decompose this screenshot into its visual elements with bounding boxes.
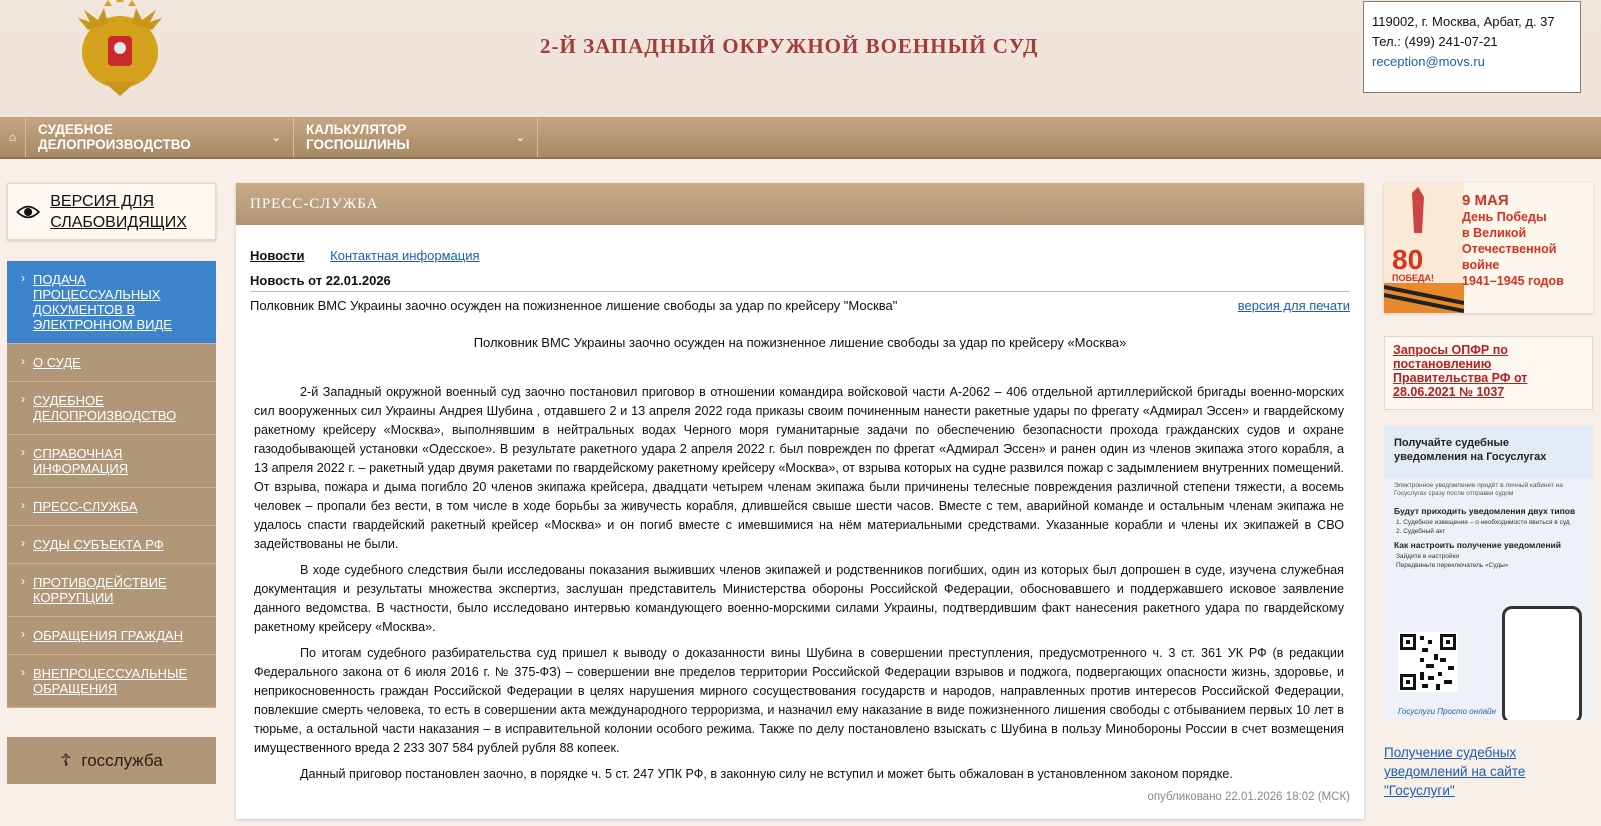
article-paragraph: 2-й Западный окружной военный суд заочно постановил приговор в отношении командира войсковой части А-2062 – 406 отдельной артиллерийской бригады военно-морских сил вооруженных сил Украины Андрея Шубина , отдавшего 2 и 13 апреля 2022 года приказы своим починенным нанести ракетные удары по фрегату «Адмирал Эссен» и гвардейскому ракетному крейсеру «Москва», выполнявшим в нейтральных водах Черного моря гуманитарные задачи по обеспечению безопасности прохода гражданских судов и охране газодобывающей установки «Одесское». В результате ракетного удара 2 апреля 2022 г. был поврежден по фрегат «Адмирал Эссен» и ранен один из членов экипажа этого корабля, а 13 апреля 2022 г. – ракетный удар двумя ракетами по гвардейскому ракетному крейсеру «Москва», от взрыва которых на судне развился пожар с задымлением внутренних помещений. От взрыва, пожара и дыма погибло 20 членов экипажа крейсера, двадцати четырем членам экипажа были причинены телесные повреждения различной степени тяжести, а восемь человек – пропали без вести, в том числе в ходе борьбы за живучесть корабля, длившейся свыше шести часов. Вместе с тем, аварийной команде и остальным членам экипажа не удалось спасти гвардейский ракетный крейсер «Москва» и он погиб вместе с имевшимися на нём материальными средствами. Указанные корабли и члены их экипажей в СВО задействованы не были. [254, 385, 1344, 551]
chevron-right-icon: › [21, 498, 25, 512]
sidebar-item-label: ПРЕСС-СЛУЖБА [33, 499, 138, 514]
sidebar-item-press[interactable] [7, 488, 216, 526]
main-nav [0, 117, 1601, 159]
eagle-icon: ☦ [60, 750, 72, 770]
victory-line: в Великой [1462, 226, 1527, 240]
sidebar-item-regional-courts[interactable] [7, 526, 216, 564]
court-title: 2-Й ЗАПАДНЫЙ ОКРУЖНОЙ ВОЕННЫЙ СУД [540, 34, 1039, 58]
gosu-heading: Как настроить получение уведомлений [1394, 540, 1561, 550]
sidebar-item-label: ОБРАЩЕНИЯ ГРАЖДАН [33, 628, 184, 643]
sidebar-item-label: ВНЕПРОЦЕССУАЛЬНЫЕ ОБРАЩЕНИЯ [33, 666, 188, 696]
victory-day-banner[interactable] [1384, 183, 1593, 313]
divider [250, 291, 1350, 292]
sidebar-item-reference[interactable] [7, 435, 216, 488]
nav-item-fee-calculator[interactable] [294, 117, 538, 157]
chevron-right-icon: › [21, 536, 25, 550]
victory-badge-icon [1384, 183, 1464, 313]
site-header [0, 0, 1601, 117]
published-timestamp: опубликовано 22.01.2026 18:02 (МСК) [1147, 791, 1350, 803]
article-paragraph: В ходе судебного следствия были исследованы показания выживших членов экипажей и родственников погибших, один из которых был допрошен в суде, изучена служебная документация и результаты множества экспертиз, заслушан представитель Министерства обороны Российской Федерации, обосновавшего и поддержавшего исковое заявление данного ведомства. В частности, было исследовано интервью командующего военно-морскими силами Украины, подтвердившим факт нанесения ракетного удара по гвардейскому ракетному крейсеру «Москва». [254, 563, 1344, 634]
victory-line: День Победы [1462, 210, 1547, 224]
gosu-heading: Будут приходить уведомления двух типов [1394, 506, 1576, 516]
chevron-right-icon: › [21, 271, 25, 285]
sidebar-item-about[interactable] [7, 344, 216, 382]
chevron-down-icon: ⌄ [271, 131, 281, 144]
low-vision-version-button[interactable] [7, 183, 216, 240]
sidebar-item-label: ПРОТИВОДЕЙСТВИЕ КОРРУПЦИИ [33, 575, 167, 605]
gossluzhba-banner[interactable] [7, 737, 216, 784]
eye-icon [16, 200, 40, 224]
gosuslugi-brand: Госуслуги Просто онлайн [1398, 707, 1496, 716]
gosu-list-item: Передвиньте переключатель «Суды» [1396, 562, 1509, 569]
gosuslugi-notifications-link[interactable]: Получение судебных уведомлений на сайте "Госуслуги" [1384, 745, 1526, 798]
russian-emblem-icon [74, 0, 166, 98]
victory-line: 9 МАЯ [1462, 192, 1509, 209]
contact-email-link[interactable]: reception@movs.ru [1372, 54, 1485, 69]
gosu-list-item: 1. Судебное извещение – о необходимости явиться в суд [1396, 519, 1570, 526]
victory-line: 1941–1945 годов [1462, 274, 1564, 288]
sidebar-item-court-records[interactable] [7, 382, 216, 435]
tab-news[interactable]: Новости [250, 248, 305, 263]
nav-item-label: КАЛЬКУЛЯТОР ГОСПОШЛИНЫ [306, 122, 410, 152]
gosuslugi-notifications-banner[interactable] [1384, 426, 1593, 720]
phone-mockup-icon [1502, 606, 1582, 720]
main-content [236, 183, 1364, 819]
home-icon[interactable]: ⌂ [0, 117, 26, 157]
news-date: Новость от 22.01.2026 [250, 273, 391, 288]
tab-contacts[interactable]: Контактная информация [330, 248, 480, 263]
sidebar-item-citizen-requests[interactable] [7, 617, 216, 655]
qr-code-icon [1398, 632, 1458, 692]
victory-line: Отечественной войне [1462, 242, 1557, 272]
article-paragraph: Данный приговор постановлен заочно, в порядке ч. 5 ст. 247 УПК РФ, в законную силу не вступил и может быть обжалован в установленном законом порядке. [300, 767, 1233, 781]
sidebar-item-extra-procedural[interactable] [7, 655, 216, 708]
article-body [254, 383, 1344, 791]
gosu-subtitle: Электронное уведомление придёт в личный кабинет на Госуслугах сразу после отправки судом [1394, 482, 1563, 497]
sidebar-item-label: СПРАВОЧНАЯ ИНФОРМАЦИЯ [33, 446, 129, 476]
article-title: Полковник ВМС Украины заочно осужден на пожизненное лишение свободы за удар по крейсеру «Москва» [473, 335, 1127, 350]
sidebar-item-label: О СУДЕ [33, 355, 81, 370]
low-vision-label: ВЕРСИЯ ДЛЯ СЛАБОВИДЯЩИХ [50, 192, 187, 231]
chevron-right-icon: › [21, 392, 25, 406]
gossluzhba-label: госслужба [81, 750, 163, 770]
nav-item-label: СУДЕБНОЕ ДЕЛОПРОИЗВОДСТВО [38, 122, 191, 152]
victory-badge-text: ПОБЕДА! [1392, 273, 1434, 283]
contact-phone: Тел.: (499) 241-07-21 [1372, 34, 1498, 49]
sidebar-item-label: ПОДАЧА ПРОЦЕССУАЛЬНЫХ ДОКУМЕНТОВ В ЭЛЕКТРОННОМ ВИДЕ [33, 272, 172, 332]
news-headline: Полковник ВМС Украины заочно осужден на пожизненное лишение свободы за удар по крейсеру "Москва" [250, 298, 898, 313]
gosu-title: Получайте судебные уведомления на Госуслугах [1384, 426, 1593, 478]
nav-item-court-records[interactable] [26, 117, 294, 157]
chevron-right-icon: › [21, 445, 25, 459]
sidebar-item-label: СУДЕБНОЕ ДЕЛОПРОИЗВОДСТВО [33, 393, 177, 423]
contact-box [1363, 1, 1581, 93]
chevron-down-icon: ⌄ [515, 131, 525, 144]
sidebar-item-label: СУДЫ СУБЪЕКТА РФ [33, 537, 164, 552]
section-title: ПРЕСС-СЛУЖБА [236, 183, 1364, 225]
chevron-right-icon: › [21, 627, 25, 641]
chevron-right-icon: › [21, 354, 25, 368]
sidebar-item-electronic-filing[interactable] [7, 261, 216, 344]
gosu-list-item: Зайдите в настройки [1396, 553, 1459, 560]
sidebar-menu [7, 261, 216, 708]
article-paragraph: По итогам судебного разбирательства суд пришел к выводу о доказанности вины Шубина в совершении преступления, предусмотренного ч. 3 ст. 361 УК РФ (в редакции Федерального закона от 6 июля 2016 г. № 375-ФЗ) – совершении вне пределов территории Российской Федерации взрывов и поджога, подвергающих опасности жизнь, здоровье, и неприкосновенность граждан Российской Федерации в целях нарушения мирного сосуществования государств и народов, направленных против интересов Российской Федерации, повлекшие смерть человека, то есть в совершении акта международного терроризма, и назначил ему наказание в виде пожизненного лишения свободы с отбыванием первых 10 лет в тюрьме, а остальной части наказания – в исправительной колонии особого режима. Также по делу постановлено взыскать с Шубина в пользу Минобороны России в счет возмещения имущественного вреда 2 233 307 584 рублей рубля 88 копеек. [254, 646, 1344, 755]
victory-badge-number: 80 [1392, 244, 1424, 275]
print-version-link[interactable]: версия для печати [1237, 298, 1350, 313]
sidebar-item-anticorruption[interactable] [7, 564, 216, 617]
chevron-right-icon: › [21, 665, 25, 679]
gosu-list-item: 2. Судебный акт [1396, 528, 1446, 535]
victory-text [1462, 193, 1590, 289]
opfr-requests-link[interactable]: Запросы ОПФР по постановлению Правительства РФ от 28.06.2021 № 1037 [1384, 336, 1593, 410]
content-tabs [250, 248, 480, 263]
chevron-right-icon: › [21, 574, 25, 588]
contact-address: 119002, г. Москва, Арбат, д. 37 [1372, 14, 1555, 29]
